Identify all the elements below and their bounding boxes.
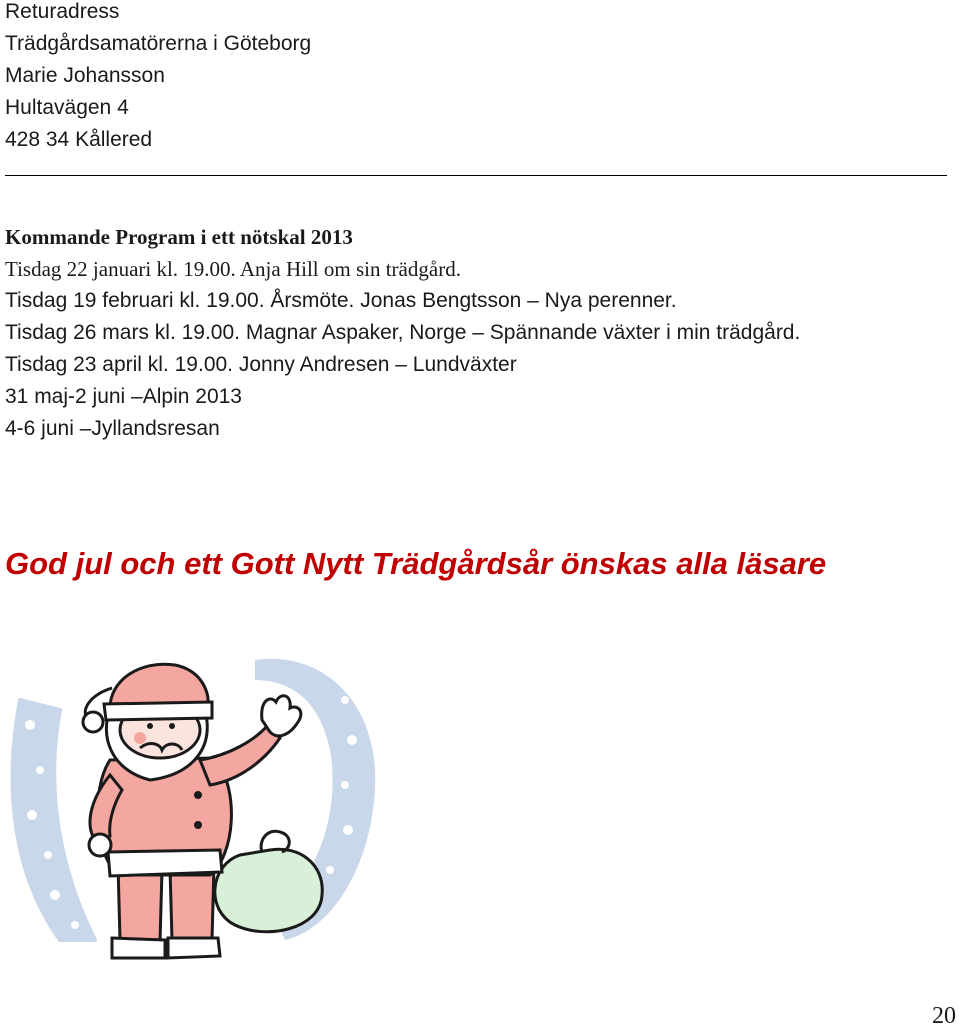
address-label: Returadress [5,0,120,23]
program-item: 4-6 juni –Jyllandsresan [5,417,220,440]
program-item: Tisdag 23 april kl. 19.00. Jonny Andresen – Lundväxter [5,353,517,376]
gift-bag [215,831,322,932]
page-number: 20 [932,1003,956,1029]
address-name: Marie Johansson [5,64,165,87]
holiday-greeting: God jul och ett Gott Nytt Trädgårdsår önskas alla läsare [5,546,827,581]
program-heading: Kommande Program i ett nötskal 2013 [5,225,353,249]
program-item: Tisdag 19 februari kl. 19.00. Årsmöte. Jonas Bengtsson – Nya perenner. [5,289,677,312]
program-item: Tisdag 22 januari kl. 19.00. Anja Hill om sin trädgård. [5,257,461,281]
santa-arm [200,696,301,785]
program-item: Tisdag 26 mars kl. 19.00. Magnar Aspaker, Norge – Spännande växter i min trädgård. [5,321,801,344]
santa-legs [112,865,220,958]
divider-line [5,175,947,176]
address-postal: 428 34 Kållered [5,128,153,151]
address-org: Trädgårdsamatörerna i Göteborg [5,32,312,55]
santa-illustration [0,640,400,980]
program-item: 31 maj-2 juni –Alpin 2013 [5,385,242,408]
address-street: Hultavägen 4 [5,96,129,119]
